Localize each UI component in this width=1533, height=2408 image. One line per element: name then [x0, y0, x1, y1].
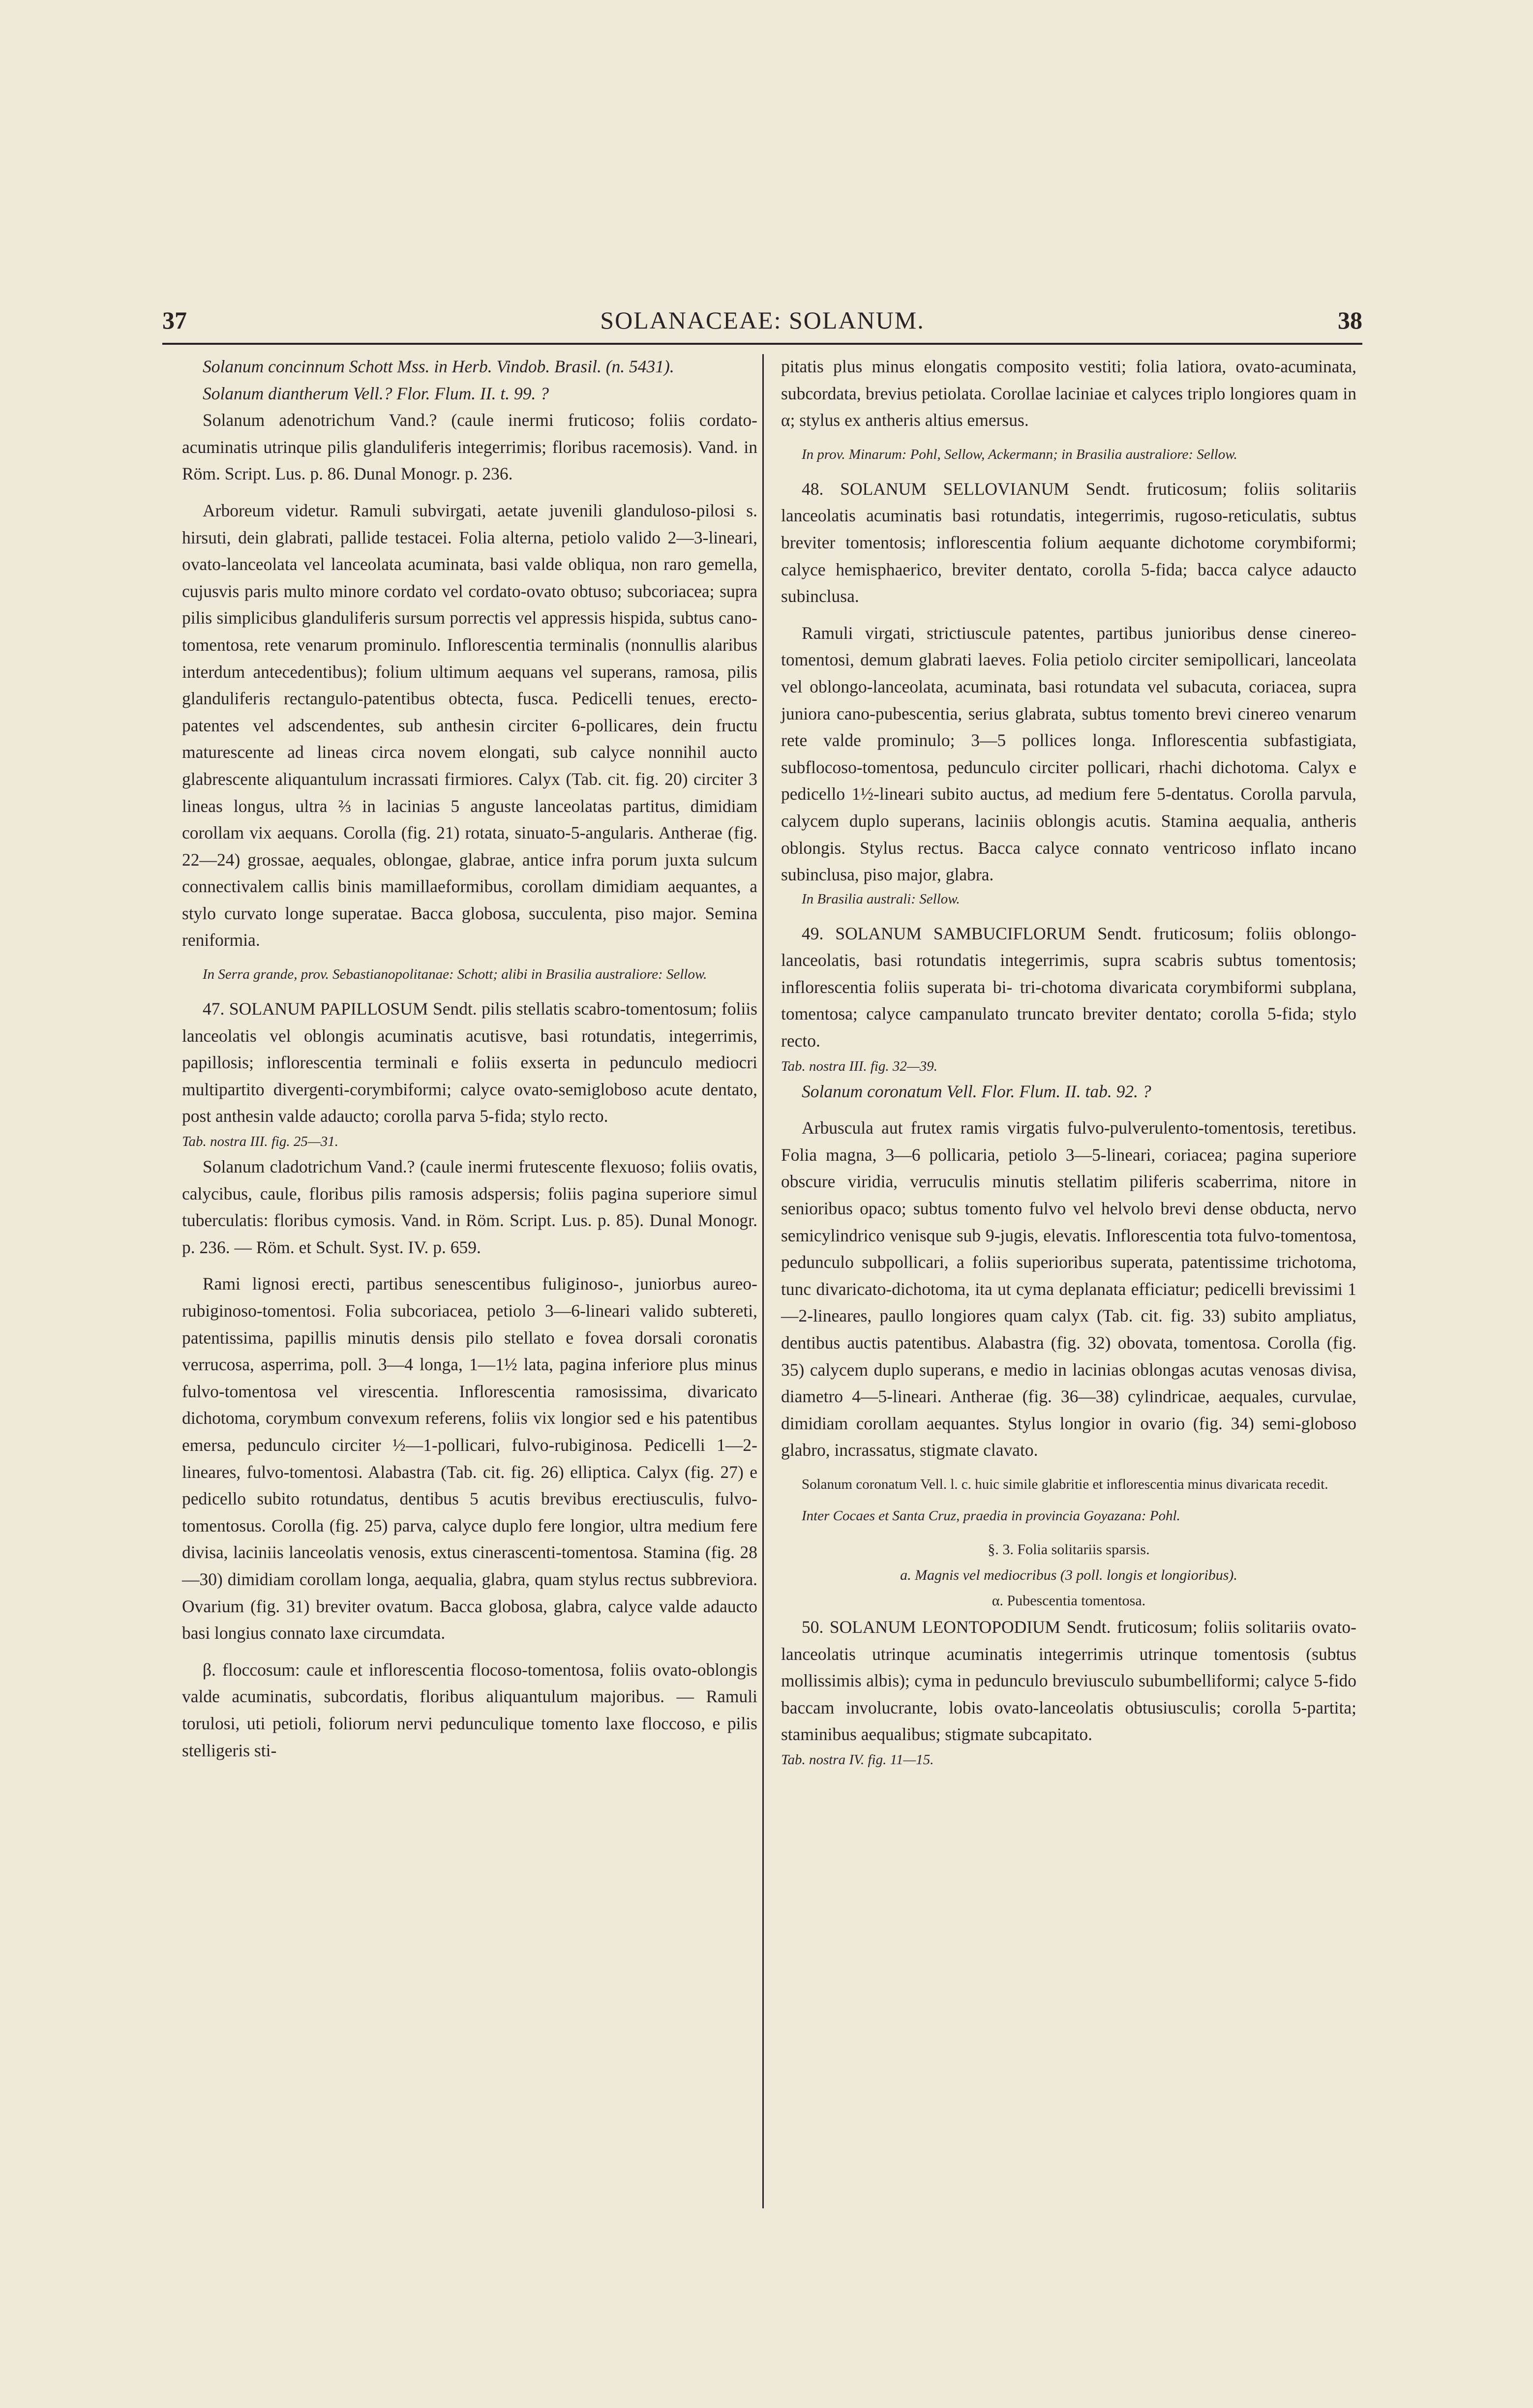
species-diagnosis: 50. SOLANUM LEONTOPODIUM Sendt. fruticosum; foliis solitariis ovato-lanceolatis utrinque acuminatis integerrimis utrinque tomentosis (subtus mollissimis albis); cyma in pedunculo breviusculo subumbelliformi; calyce 5-fido baccam involucrante, lobis ovato-lanceolatis obtusiusculis; corolla 5-partita; staminibus aequalibus; stigmate subcapitato. [781, 1617, 1356, 1745]
continued-paragraph: pitatis plus minus elongatis composito vestiti; folia latiora, ovato-acuminata, subcordata, brevius petiolata. Corollae laciniae et calyces triplo longiores quam in α; stylus ex antheris altius emersus. [781, 357, 1356, 430]
running-header [162, 306, 1362, 345]
spacer [182, 954, 757, 963]
page-number-left: 37 [162, 306, 187, 334]
plate-reference: Tab. nostra III. fig. 25—31. [182, 1134, 338, 1150]
plate-reference: Tab. nostra IV. fig. 11—15. [781, 1751, 934, 1768]
subsection-heading: α. Pubescentia tomentosa. [992, 1592, 1146, 1609]
synonym-paragraph: Solanum adenotrichum Vand.? (caule inermi fruticoso; foliis cordato-acuminatis utrinque pilis glanduliferis integerrimis; floribus racemosis). Vand. in Röm. Script. Lus. p. 86. Dunal Monogr. p. 236. [182, 410, 757, 484]
species-diagnosis: 48. SOLANUM SELLOVIANUM Sendt. fruticosum; foliis solitariis lanceolatis acuminatis basi rotundatis, integerrimis, rugoso-reticulatis, subtus breviter tomentosis; inflorescentia folium aequante dichotome corymbiformi; calyce hemisphaerico, breviter dentato, corolla 5-fida; bacca calyce adaucto subinclusa. [781, 479, 1356, 606]
locality-line: In Serra grande, prov. Sebastianopolitanae: Schott; alibi in Brasilia australiore: Sellow. [203, 966, 707, 983]
description-paragraph: Rami lignosi erecti, partibus senescentibus fuliginoso-, juniorbus aureo-rubiginoso-tomentosi. Folia subcoriacea, petiolo 3—6-lineari valido subtereti, patentissima, papillis minutis densis pilo stellato e fovea dorsali coronatis verrucosa, asperrima, poll. 3—4 longa, 1—1½ lata, pagina inferiore plus minus fulvo-tomentosa vel virescentia. Inflorescentia ramosissima, divaricato dichotoma, corymbum convexum referens, foliis vix longior sed e his patentibus emersa, pedunculo circiter ½—1-pollicari, fulvo-rubiginosa. Pedicelli 1—2-lineares, fulvo-tomentosi. Alabastra (Tab. cit. fig. 26) elliptica. Calyx (fig. 27) e pedicello subito rotundatus, dentibus 5 acutis brevibus erectiusculis, fulvo-tomentosus. Corolla (fig. 25) parva, calyce duplo fere longior, ultra medium fere divisa, laciniis lanceolatis venosis, extus cinerascenti-tomentosa. Stamina (fig. 28—30) dimidiam corollam longa, aequalia, glabra, quam stylus rectus subbreviora. Ovarium (fig. 31) breviter ovatum. Bacca globosa, glabra, calyce valde adaucto basi longius connato laxe circumdata. [182, 1274, 757, 1643]
spacer [781, 910, 1356, 920]
spacer [781, 434, 1356, 444]
synonym-line: Solanum concinnum Schott Mss. in Herb. Vindob. Brasil. (n. 5431). [203, 357, 674, 376]
species-diagnosis: 47. SOLANUM PAPILLOSUM Sendt. pilis stellatis scabro-tomentosum; foliis lanceolatis vel oblongis acuminatis acutisve, basi rotundatis, integerrimis, papillosis; inflorescentia terminali e foliis exserta in pedunculo mediocri multipartito divergenti-corymbiformi; calyce ovato-semigloboso acute dentato, post anthesin valde adaucto; corolla parva 5-fida; stylo recto. [182, 999, 757, 1126]
description-paragraph: Arbuscula aut frutex ramis virgatis fulvo-pulverulento-tomentosis, teretibus. Folia magna, 3—6 pollicaria, petiolo 3—5-lineari, coriacea; pagina superiore obscure viridia, verruculis minutis stellatim piliferis scaberrima, nitore in senioribus opaco; subtus tomento fulvo vel helvolo brevi dense obducta, nervo semicylindrico venisque sub 9-jugis, elevatis. Inflorescentia tota fulvo-tomentosa, pedunculo subpollicari, a foliis superioribus superata, patentissime trichotoma, tunc divaricato-dichotoma, ita ut cyma deplanata efficiatur; pedicelli brevissimi 1—2-lineares, paullo longiores quam calyx (Tab. cit. fig. 33) subito ampliatus, dentibus auctis patentibus. Alabastra (fig. 32) obovata, tomentosa. Corolla (fig. 35) calycem duplo superans, e medio in lacinias oblongas acutas venosas divisa, diametro 4—5-lineari. Antherae (fig. 36—38) cylindricae, aequales, curvulae, dimidiam corollam aequantes. Stylus longior in ovario (fig. 34) semi-globoso glabro, incrassatus, stigmate clavato. [781, 1118, 1356, 1460]
right-column [781, 353, 1356, 1772]
description-paragraph: Arboreum videtur. Ramuli subvirgati, aetate juvenili glanduloso-pilosi s. hirsuti, dein glabrati, pallide testacei. Folia alterna, petiolo valido 2—3-lineari, ovato-lanceolata vel lanceolata acuminata, basi valde obliqua, non raro gemella, cujusvis paris multo minore cordato vel cordato-ovato obtuso; subcoriacea; supra pilis simplicibus glanduliferis sursum porrectis vel appressis hispida, subtus cano-tomentosa, rete venarum prominulo. Inflorescentia terminalis (nonnullis alaribus interdum antecedentibus); folium ultimum aequans vel superans, ramosa, pilis glanduliferis rectangulo-patentibus obtecta, fusca. Pedicelli tenues, erecto-patentes vel adscendentes, sub anthesin circiter 6-pollicares, dein fructu maturescente ad lineas circa novem elongati, sub calyce nonnihil aucto glabrescente aliquantulum incrassati firmiores. Calyx (Tab. cit. fig. 20) circiter 3 lineas longus, ultra ⅔ in lacinias 5 anguste lanceolatas partitus, dimidiam corollam vix aequans. Corolla (fig. 21) rotata, sinuato-5-angularis. Antherae (fig. 22—24) grossae, aequales, oblongae, glabrae, antice infra porum juxta sulcum connectivalem callis binis mamillaeformibus, corollam dimidiam aequantes, a stylo curvato longe superatae. Bacca globosa, succulenta, piso major. Semina reniformia. [182, 500, 757, 950]
header-rule [162, 343, 1362, 345]
running-title: SOLANACEAE: SOLANUM. [600, 306, 925, 334]
spacer [182, 1261, 757, 1270]
description-paragraph: Ramuli virgati, strictiuscule patentes, partibus junioribus dense cinereo-tomentosi, demum glabrati laeves. Folia petiolo circiter semipollicari, lanceolata vel oblongo-lanceolata, acuminata, basi rotundata vel subacuta, coriacea, supra juniora cano-pubescentia, serius glabrata, subtus tomento brevi cinereo venarum rete valde prominulo; 3—5 pollices longa. Inflorescentia subfastigiata, subflocoso-tomentosa, pedunculo circiter pollicari, rhachi dichotoma. Calyx e pedicello 1½-lineari subito auctus, ad medium fere 5-dentatus. Corolla parvula, calycem duplo superans, laciniis oblongis acutis. Stamina aequalia, antheris oblongis. Stylus rectus. Bacca calyce connato ventricoso inflato incano subinclusa, piso major, glabra. [781, 623, 1356, 885]
spacer [781, 1527, 1356, 1537]
spacer [182, 986, 757, 995]
locality-line: In prov. Minarum: Pohl, Sellow, Ackermann; in Brasilia australiore: Sellow. [802, 446, 1237, 462]
page-number-right: 38 [1338, 306, 1362, 334]
locality-line: Inter Cocaes et Santa Cruz, praedia in provincia Goyazana: Pohl. [802, 1507, 1180, 1524]
section-heading: §. 3. Folia solitariis sparsis. [988, 1541, 1150, 1558]
spacer [182, 1647, 757, 1656]
species-diagnosis: 49. SOLANUM SAMBUCIFLORUM Sendt. fruticosum; foliis oblongo-lanceolatis, basi rotundatis integerrimis, supra scabris subtus tomentosis; inflorescentia foliis superata bi- tri-chotoma divaricata corymbiformi subplana, tomentosa; calyce campanulato truncato breviter dentato; corolla 5-fida; stylo recto. [781, 923, 1356, 1051]
spacer [781, 610, 1356, 620]
column-divider [762, 354, 764, 2208]
locality-line: In Brasilia australi: Sellow. [802, 891, 960, 907]
spacer [781, 466, 1356, 476]
variety-paragraph: β. floccosum: caule et inflorescentia flocoso-tomentosa, foliis ovato-oblongis valde acuminatis, subcordatis, floribus aliquantulum majoribus. — Ramuli torulosi, uti petioli, foliorum nervi pedunculique tomento laxe floccoso, e pilis stelligeris sti- [182, 1659, 757, 1760]
note-paragraph: Solanum coronatum Vell. l. c. huic simile glabritie et inflorescentia minus divaricata recedit. [802, 1476, 1328, 1492]
plate-reference: Tab. nostra III. fig. 32—39. [781, 1058, 937, 1074]
spacer [781, 1464, 1356, 1474]
spacer [182, 487, 757, 497]
left-column [182, 353, 757, 1764]
synonym-line: Solanum diantherum Vell.? Flor. Flum. II. t. 99. ? [203, 383, 549, 403]
spacer [781, 1105, 1356, 1114]
subsection-heading: a. Magnis vel mediocribus (3 poll. longis et longioribus). [900, 1566, 1237, 1583]
synonym-line: Solanum coronatum Vell. Flor. Flum. II. tab. 92. ? [802, 1081, 1151, 1101]
spacer [781, 1495, 1356, 1505]
synonym-paragraph: Solanum cladotrichum Vand.? (caule inermi frutescente flexuoso; foliis ovatis, calycibus, caule, floribus pilis ramosis adspersis; foliis pagina superiore simul tuberculatis: floribus cymosis. Vand. in Röm. Script. Lus. p. 85). Dunal Monogr. p. 236. — Röm. et Schult. Syst. IV. p. 659. [182, 1157, 757, 1257]
